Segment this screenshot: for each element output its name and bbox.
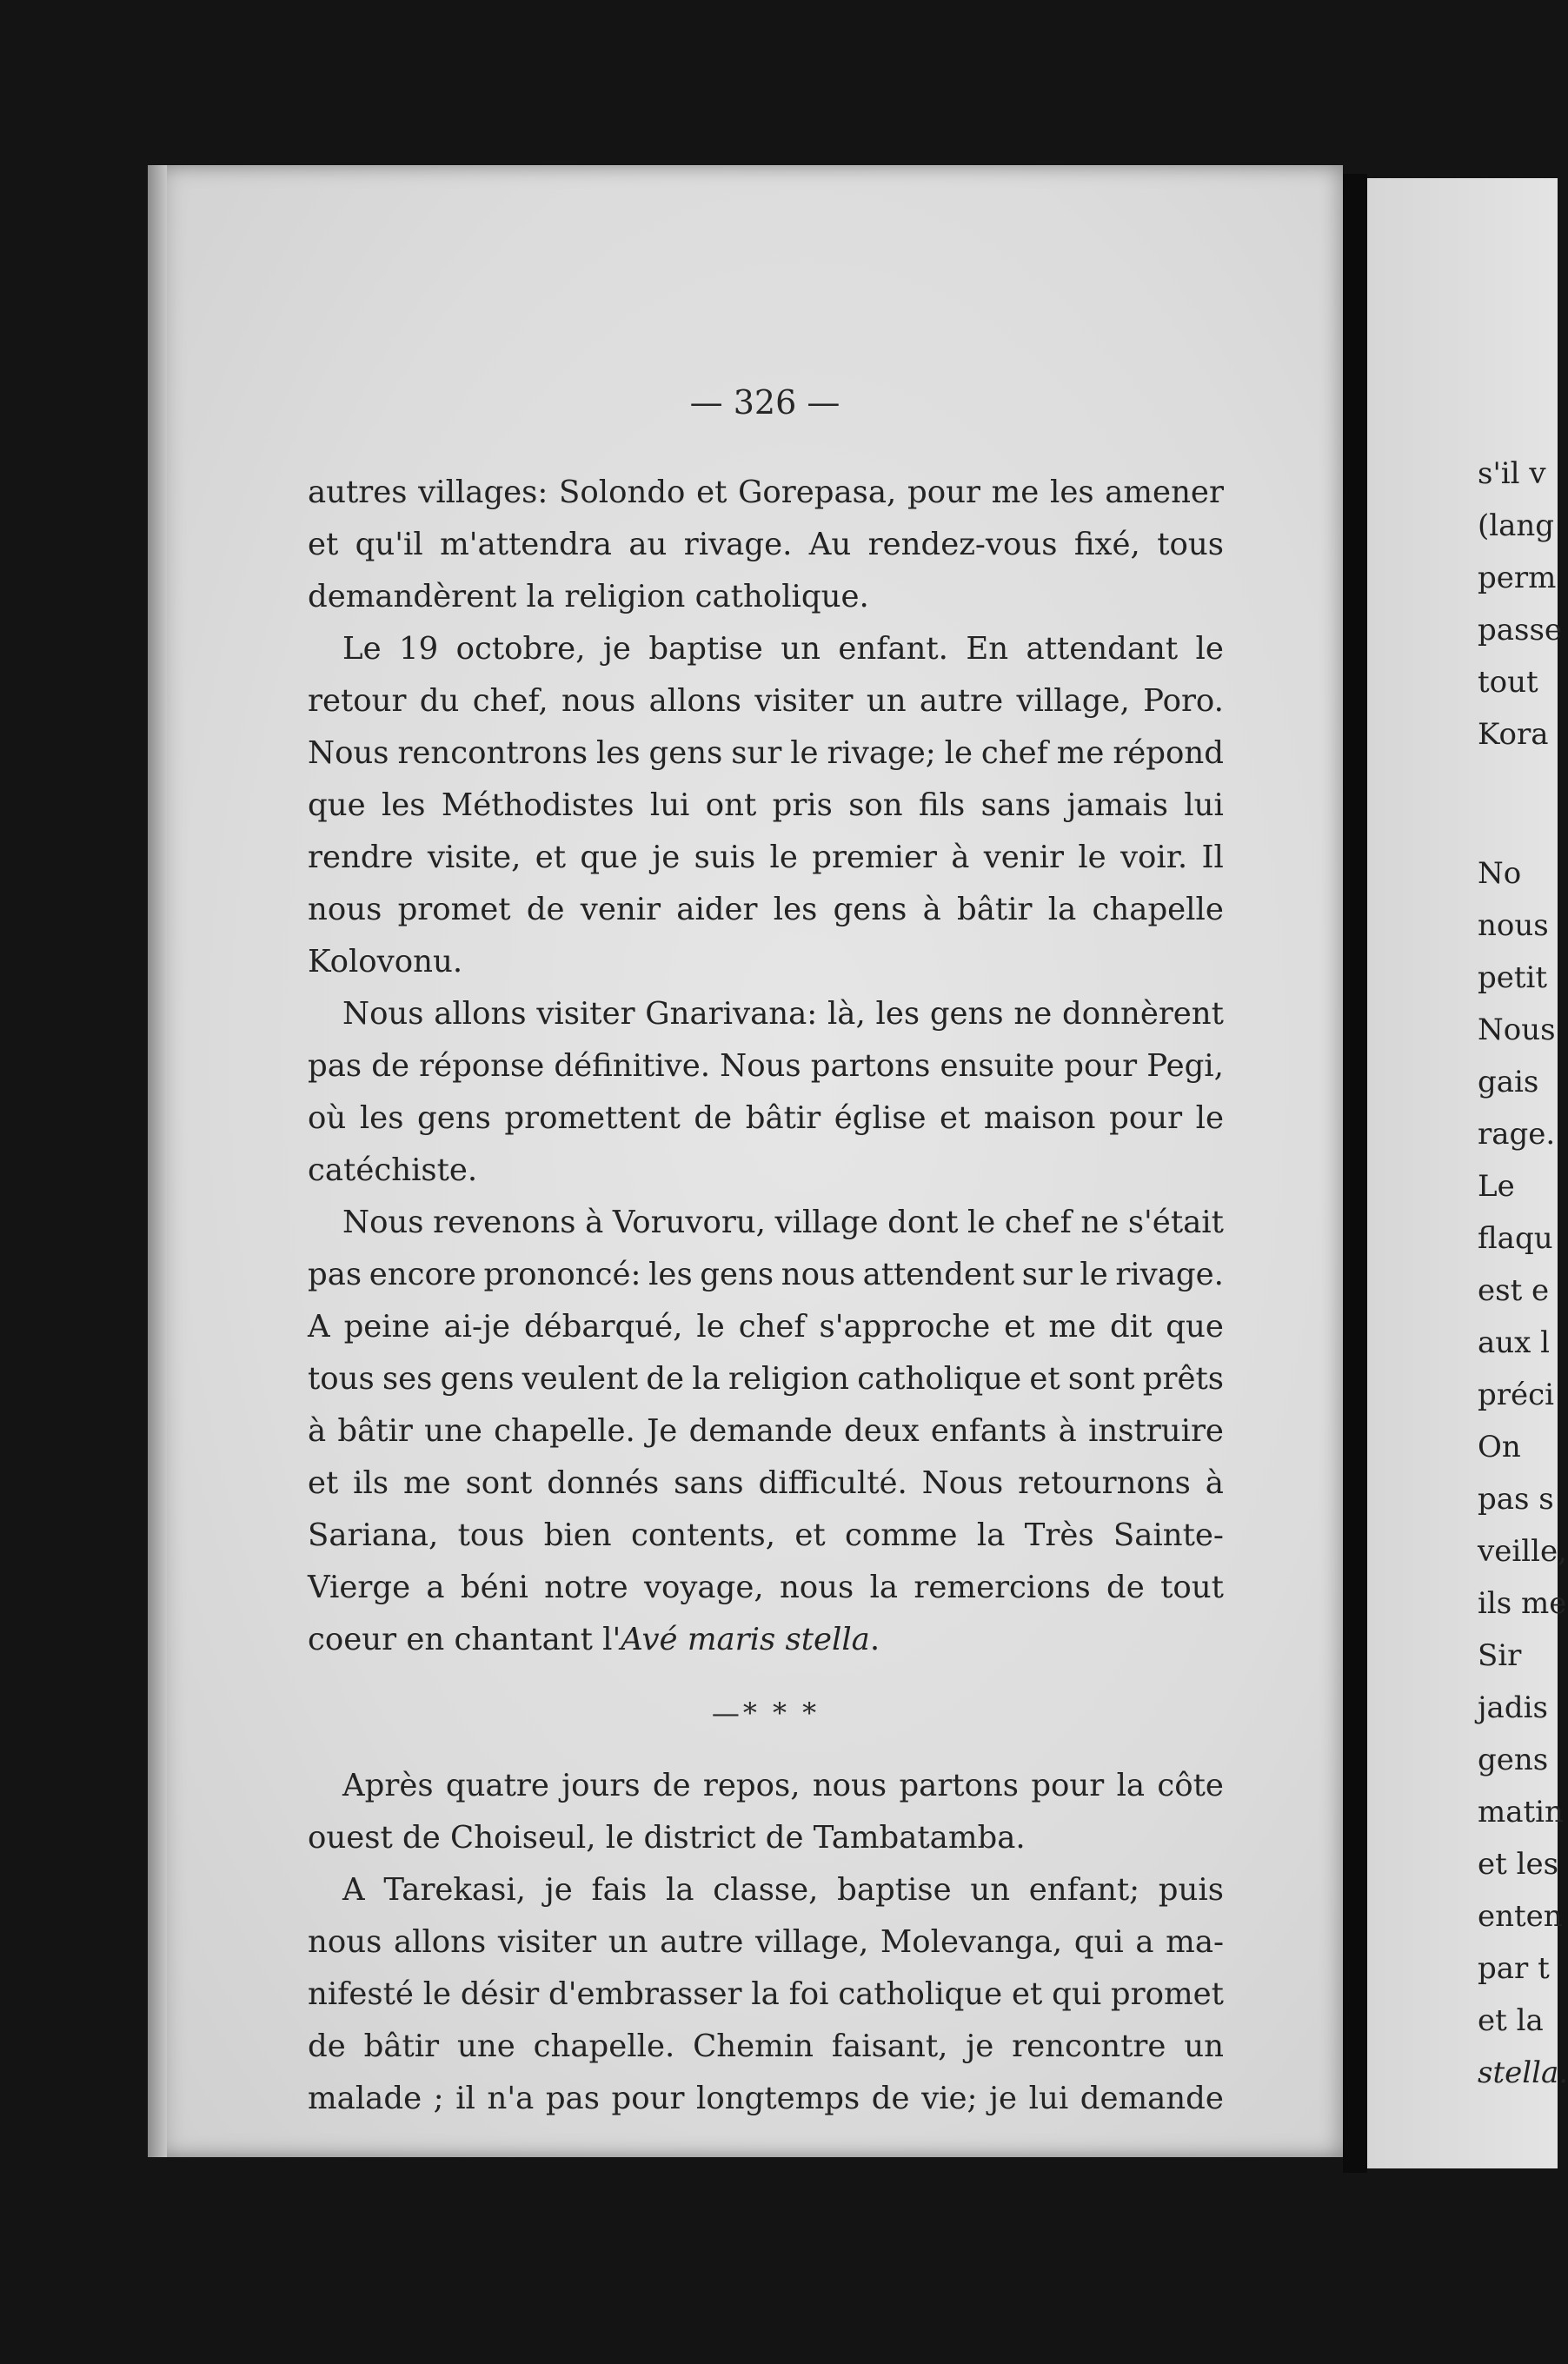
body_lines-line: tous ses gens veulent de la religion catholique et sont prêts (308, 1361, 1224, 1397)
facing-page-line: On (1478, 1430, 1521, 1464)
body_lines_2-line: de bâtir une chapelle. Chemin faisant, je rencontre un (308, 2029, 1224, 2064)
facing-page-line: matin (1478, 1795, 1564, 1829)
hymn-line-prefix: coeur en chantant l' (308, 1622, 621, 1657)
facing-page-line: et les (1478, 1847, 1559, 1882)
facing-page-line: gais (1478, 1065, 1539, 1099)
facing-page-line: est e (1478, 1273, 1550, 1308)
body_lines_2-line: nifesté le désir d'embrasser la foi catholique et qui promet (308, 1976, 1224, 2012)
facing-page-line: stella. (1478, 2055, 1568, 2090)
facing-page-line: aux l (1478, 1325, 1551, 1360)
facing-page-line: veille, (1478, 1534, 1567, 1569)
body_lines-line: Nous revenons à Voruvoru, village dont le chef ne s'était (342, 1205, 1224, 1240)
facing-page-line: jadis (1478, 1690, 1548, 1725)
body_lines-line: Vierge a béni notre voyage, nous la remercions de tout (308, 1570, 1224, 1605)
facing-page-line: par t (1478, 1951, 1550, 1986)
spacer (308, 1666, 1224, 1687)
body_lines_2-line: malade ; il n'a pas pour longtemps de vie; je lui demande (308, 2081, 1224, 2116)
facing-page-line: rage. (1478, 1117, 1556, 1152)
body_lines-line: Nous rencontrons les gens sur le rivage; le chef me répond (308, 735, 1224, 771)
body_lines-line: A peine ai-je débarqué, le chef s'approche et me dit que (308, 1309, 1224, 1345)
facing-page-line: Nous (1478, 1013, 1556, 1047)
facing-page-line: perm (1478, 561, 1557, 595)
page-edge-shadow (148, 165, 167, 2157)
facing-page-line: et la (1478, 2003, 1544, 2038)
facing-page-line: préci (1478, 1378, 1555, 1412)
body_lines-line: pas de réponse définitive. Nous partons ensuite pour Pegi, (308, 1048, 1224, 1084)
body_lines-line: Le 19 octobre, je baptise un enfant. En attendant le (342, 631, 1224, 667)
page-number: — 326 — (689, 383, 840, 422)
hymn-line-suffix: . (869, 1622, 880, 1657)
facing-page-line: Le (1478, 1169, 1515, 1204)
body_lines-line: catéchiste. (308, 1152, 478, 1188)
body_lines-line: Kolovonu. (308, 944, 463, 979)
facing-page-line: Sir (1478, 1638, 1522, 1673)
body_lines-line: à bâtir une chapelle. Je demande deux enfants à instruire (308, 1413, 1224, 1449)
spacer (308, 1739, 1224, 1760)
facing-page-line: nous (1478, 908, 1549, 943)
facing-page-line: enten (1478, 1899, 1563, 1934)
facing-page-line: tout (1478, 665, 1538, 700)
facing-page-line: pas s (1478, 1482, 1554, 1517)
facing-page-line: s'il v (1478, 456, 1546, 491)
facing-page-line: ils me (1478, 1586, 1567, 1621)
facing-page-line: passe (1478, 613, 1563, 647)
facing-page-line: Kora (1478, 717, 1549, 752)
facing-page-line: flaqu (1478, 1221, 1553, 1256)
section-separator: —* * * (711, 1697, 821, 1730)
body_lines_2-line: nous allons visiter un autre village, Molevanga, qui a ma- (308, 1924, 1224, 1960)
body_lines-line: et ils me sont donnés sans difficulté. Nous retournons à (308, 1465, 1224, 1501)
facing-page-line: (lang (1478, 508, 1555, 543)
facing-page-line: gens (1478, 1743, 1549, 1777)
body_lines-line: retour du chef, nous allons visiter un autre village, Poro. (308, 683, 1224, 719)
body_lines-line: autres villages: Solondo et Gorepasa, pour me les amener (308, 475, 1224, 510)
hymn-title: Avé maris stella (621, 1622, 870, 1657)
text-block-1 (308, 467, 1224, 1614)
book-gutter (1343, 174, 1367, 2173)
page-body-text (308, 467, 1224, 2125)
body_lines_2-line: A Tarekasi, je fais la classe, baptise un enfant; puis (342, 1872, 1224, 1908)
body_lines_2-line: Après quatre jours de repos, nous partons pour la côte (342, 1768, 1224, 1803)
body_lines-line: nous promet de venir aider les gens à bâtir la chapelle (308, 892, 1224, 927)
body_lines-line: pas encore prononcé: les gens nous attendent sur le rivage. (308, 1257, 1224, 1292)
body_lines_2-line: ouest de Choiseul, le district de Tambatamba. (308, 1820, 1026, 1856)
body_lines-line: où les gens promettent de bâtir église et maison pour le (308, 1100, 1224, 1136)
text-block-2 (308, 1760, 1224, 2125)
body_lines-line: que les Méthodistes lui ont pris son fils sans jamais lui (308, 787, 1224, 823)
text-line-hymn (308, 1614, 1224, 1666)
body_lines-line: demandèrent la religion catholique. (308, 579, 869, 614)
body_lines-line: Nous allons visiter Gnarivana: là, les gens ne donnèrent (342, 996, 1224, 1032)
body_lines-line: Sariana, tous bien contents, et comme la Très Sainte- (308, 1517, 1224, 1553)
body_lines-line: rendre visite, et que je suis le premier à venir le voir. Il (308, 840, 1224, 875)
facing-page-line: petit (1478, 960, 1548, 995)
body_lines-line: et qu'il m'attendra au rivage. Au rendez-vous fixé, tous (308, 527, 1224, 562)
facing-page-line: No (1478, 856, 1522, 891)
